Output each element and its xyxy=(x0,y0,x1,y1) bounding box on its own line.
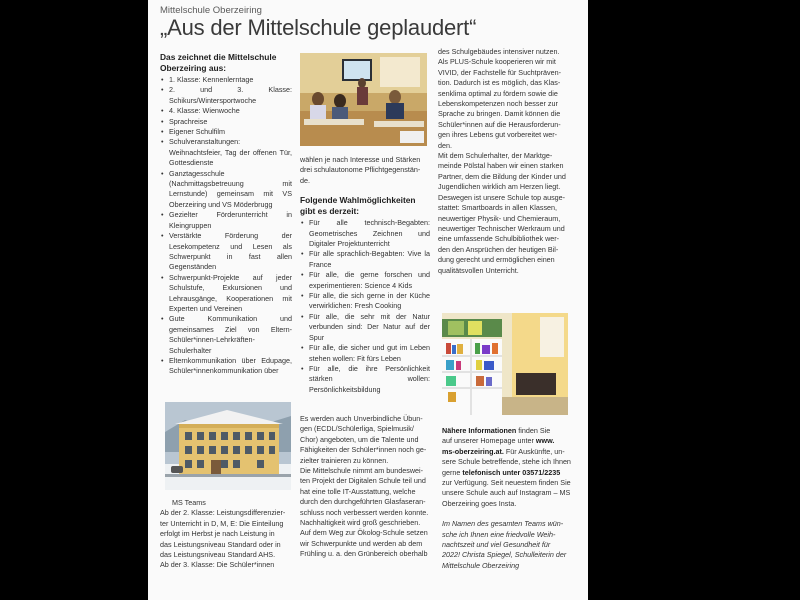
info-text: auf unserer Homepage unter xyxy=(442,436,536,446)
text-line: dung gerecht und ermöglichen einen xyxy=(438,255,555,265)
text-line: tion. Dadurch ist es möglich, das Klas- xyxy=(438,78,561,88)
text-line: Sprache zu bringen. Damit können die xyxy=(438,109,561,119)
text-line: neuwertiger Physik- und Chemieraum, xyxy=(438,213,561,223)
list-item: • Für alle sprachlich-Begabten: Vive la France xyxy=(300,249,430,270)
homepage-link[interactable]: ms-oberzeiring.at. xyxy=(442,446,504,456)
closing-line: nachtszeit und viel Gesundheit für xyxy=(442,540,551,550)
list-item: • Eigener Schulfilm xyxy=(160,127,292,137)
text-line: Mit dem Schulerhalter, der Marktge- xyxy=(438,151,553,161)
column-3 xyxy=(438,47,578,276)
column-1-bottom-text xyxy=(160,498,292,571)
list-item: • Für alle, die sicher und gut im Leben stehen wollen: Fit fürs Leben xyxy=(300,343,430,364)
text-line: zielter trainieren zu können. xyxy=(300,455,389,465)
features-list xyxy=(160,75,292,377)
text-line: Nachhaltigkeit wird groß geschrieben. xyxy=(300,518,421,528)
list-item: • Für alle, die sehr mit der Natur verbunden sind: Der Natur auf der Spur xyxy=(300,312,430,343)
text-line xyxy=(442,436,580,446)
list-item: • Elternkommunikation über Edupage, Schüler*innenkommunikation über xyxy=(160,356,292,377)
text-line: hat eine tolle IT-Ausstattung, welche xyxy=(300,486,416,496)
closing-line: Mittelschule Oberzeiring xyxy=(442,560,520,570)
info-bold: Nähere Informationen xyxy=(442,426,517,435)
text-line xyxy=(442,447,580,457)
info-block xyxy=(442,426,580,571)
text-line: das Leistungsniveau Standard AHS. xyxy=(160,550,276,560)
text-line: Partner, dem die Bildung der Kinder und xyxy=(438,171,566,181)
text-line: sere Schule betreffende, stehe ich Ihnen xyxy=(442,457,571,467)
list-item: • Schwerpunkt-Projekte auf jeder Schulstufe, Exkursionen und Lehrausgänge, Kooperationen mit Experten und Vereinen xyxy=(160,273,292,315)
text-line: durch den durchgeführten Glasfaseran- xyxy=(300,497,426,507)
text-line: Die Mittelschule nimmt am bundeswei- xyxy=(300,466,424,476)
list-item: • Für alle, die ihre Persönlichkeit stärken wollen: Persönlichkeitsbildung xyxy=(300,364,430,395)
list-item: • 4. Klasse: Wienwoche xyxy=(160,106,292,116)
text-line: drei schulautonome Pflichtgegenstän- xyxy=(300,165,421,175)
text-line: neuwertiger Technischer Werkraum und xyxy=(438,223,565,233)
magazine-page xyxy=(148,0,588,600)
section-label: Mittelschule Oberzeiring xyxy=(160,5,262,16)
text-line: senklima optimal zu fördern sowie die xyxy=(438,88,558,98)
col2-heading-line1: Folgende Wahlmöglichkeiten xyxy=(300,195,416,206)
text-line: stattet: Smartboards in allen Klassen, xyxy=(438,203,558,213)
text-line: ten Projekt der Digitalen Schule teil und xyxy=(300,476,426,486)
col1-heading-line1: Das zeichnet die Mittelschule xyxy=(160,52,277,62)
phone-number: telefonisch unter 03571/2235 xyxy=(462,467,561,477)
list-item: • Verstärkte Förderung der Lesekompetenz und Lesen als Schwerpunkt in fast allen Gegenständen xyxy=(160,231,292,273)
photo-caption: MS Teams xyxy=(172,498,206,507)
text-line: ter Unterricht in D, M, E: Die Einteilung xyxy=(160,518,284,528)
text-line: Auf dem Weg zur Ökolog-Schule setzen xyxy=(300,528,428,538)
list-item: • 1. Klasse: Kennenlerntage xyxy=(160,75,292,85)
text-line: meinde Pölstal haben wir einen starken xyxy=(438,161,564,171)
text-line: des Schulgebäudes intensiver nutzen. xyxy=(438,47,560,56)
column-2 xyxy=(300,155,430,395)
list-item: • Ganztagesschule (Nachmittagsbetreuung mit Lernstunde) gemeinsam mit VS Oberzeiring und VS Möderbrugg xyxy=(160,169,292,211)
classroom-photo xyxy=(300,53,427,146)
list-item: • Schulveranstaltungen: Weihnachtsfeier, Tag der offenen Tür, Gottesdienste xyxy=(160,137,292,168)
col1-heading-line2: Oberzeiring aus: xyxy=(160,62,227,73)
text-line: de. xyxy=(300,175,310,185)
text-line: Als PLUS-Schule kooperieren wir mit xyxy=(438,57,556,67)
list-item: • Für alle technisch-Begabten: Geometrisches Zeichnen und Digitaler Projektunterricht xyxy=(300,218,430,249)
text-line: gen ihres Lebens gut vorbereitet wer- xyxy=(438,130,558,140)
text-line: Es werden auch Unverbindliche Übun- xyxy=(300,414,423,423)
text-line: Chor) angeboten, um die Talente und xyxy=(300,434,419,444)
text-line: qualitätsvollen Unterricht. xyxy=(438,265,519,275)
text-line: Ab der 2. Klasse: Leistungsdifferenzier- xyxy=(160,508,286,518)
library-photo xyxy=(442,313,568,415)
headline: „Aus der Mittelschule geplaudert“ xyxy=(160,15,477,40)
list-item: • Für alle, die gerne forschen und experimentieren: Science 4 Kids xyxy=(300,270,430,291)
text-line: Fähigkeiten der Schüler*innen noch ge- xyxy=(300,445,427,455)
text-line xyxy=(442,468,580,478)
text-line: das Leistungsniveau Standard oder in xyxy=(160,539,281,549)
info-text: Für Auskünfte, un- xyxy=(503,446,565,456)
list-item: • Für alle, die sich gerne in der Küche verwirklichen: Fresh Cooking xyxy=(300,291,430,312)
text-line: wir Schwerpunkte und werden ab dem xyxy=(300,538,423,548)
column-2-bottom-text xyxy=(300,414,432,560)
text-line: den den Ansprüchen der heutigen Bil- xyxy=(438,244,559,254)
text-line: zur Verfügung. Seit neuestem finden Sie xyxy=(442,478,571,488)
list-item: • Gezielter Förderunterricht in Kleingruppen xyxy=(160,210,292,231)
text-line: Deswegen ist unsere Schule top ausge- xyxy=(438,192,566,202)
list-item: • Sprachreise xyxy=(160,117,292,127)
text-line: Frühling u. a. den Grünbereich oberhalb xyxy=(300,549,428,559)
text-line: Lebenskompetenzen noch besser zur xyxy=(438,99,558,109)
info-text: finden Sie xyxy=(516,426,551,435)
column-1 xyxy=(160,52,292,377)
info-text: gerne xyxy=(442,467,463,477)
list-item: • Gute Kommunikation und gemeinsames Ziel von Eltern-Schüler*innen-Lehrkräften-Schulerhalter xyxy=(160,314,292,356)
text-line: Jugendlichen wirklich am Herzen liegt. xyxy=(438,182,561,192)
text-line: Oberzeiring goes Insta. xyxy=(442,498,517,508)
closing-line: sche ich Ihnen eine friedvolle Weih- xyxy=(442,529,556,539)
list-item: • 2. und 3. Klasse: Schikurs/Wintersportwoche xyxy=(160,85,292,106)
text-line: Schüler*innen auf die Herausforderun- xyxy=(438,119,561,129)
school-building-photo xyxy=(165,402,291,490)
text-line: VIVID, der Fachstelle für Suchtpräven- xyxy=(438,67,562,77)
text-line xyxy=(442,426,580,436)
homepage-link[interactable]: www. xyxy=(535,436,555,446)
text-line: eine umfassende Schulbibliothek wer- xyxy=(438,234,560,244)
text-line: erfolgt im Herbst je nach Leistung in xyxy=(160,529,275,539)
text-line: wählen je nach Interesse und Stärken xyxy=(300,155,421,164)
text-line: schluss noch verbessert werden konnte. xyxy=(300,507,429,517)
closing-line: Im Namen des gesamten Teams wün- xyxy=(442,519,564,529)
electives-list xyxy=(300,218,430,395)
text-line: den. xyxy=(438,140,452,150)
col2-heading-line2: gibt es derzeit: xyxy=(300,205,360,216)
text-line: Ab der 3. Klasse: Die Schüler*innen xyxy=(160,560,275,570)
text-line: gen (ECDL/Schülerliga, Spielmusik/ xyxy=(300,424,414,434)
closing-line: 2022! Christa Spiegel, Schulleiterin der xyxy=(442,550,567,560)
text-line: unsere Schule auch auf Instagram – MS xyxy=(442,488,571,498)
